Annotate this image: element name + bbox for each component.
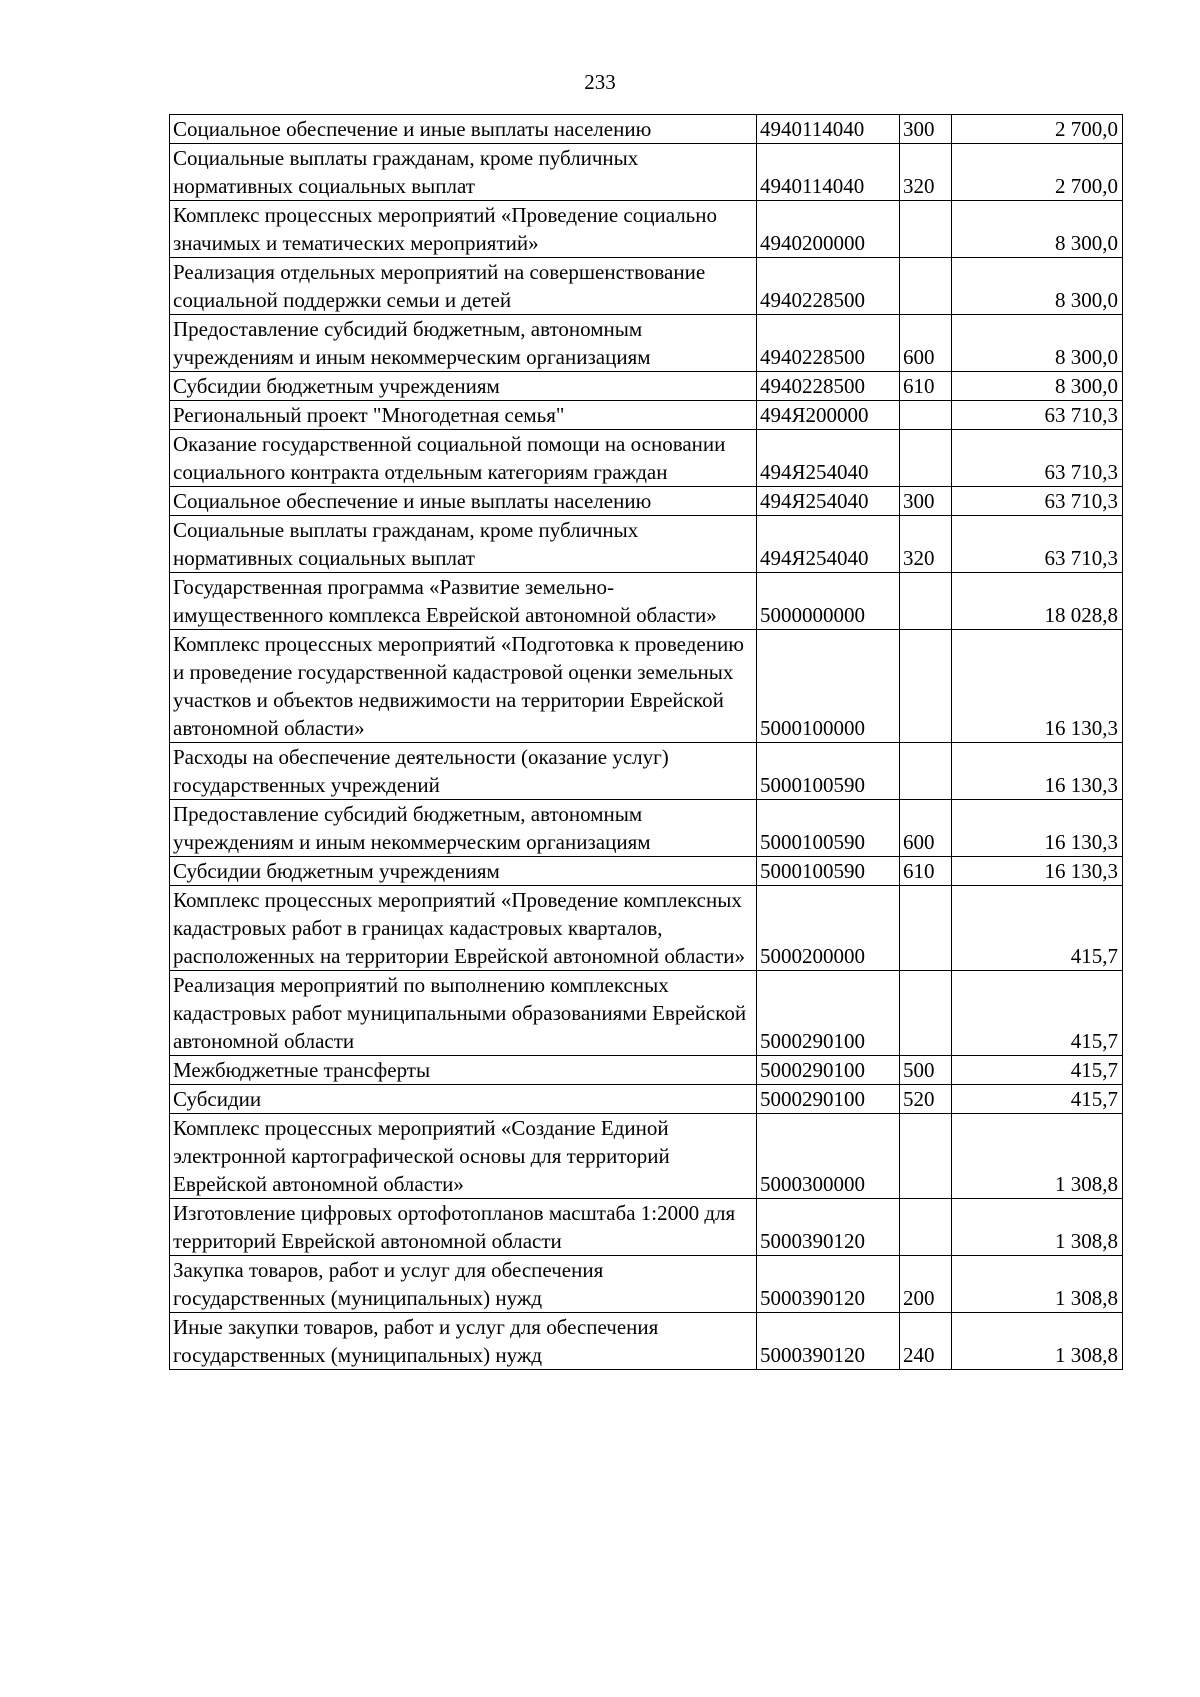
table-row <box>170 857 1123 886</box>
row-amount-cell: 1 308,8 <box>952 1313 1123 1370</box>
row-expense-type-cell: 600 <box>900 800 952 857</box>
row-code-cell: 5000100000 <box>757 630 900 743</box>
row-amount-cell: 1 308,8 <box>952 1256 1123 1313</box>
table-row <box>170 573 1123 630</box>
row-amount-cell: 8 300,0 <box>952 258 1123 315</box>
row-expense-type-cell <box>900 1199 952 1256</box>
row-amount-cell: 8 300,0 <box>952 315 1123 372</box>
row-code-cell: 5000390120 <box>757 1256 900 1313</box>
row-name-cell: Комплекс процессных мероприятий «Подготовка к проведению и проведение государственной кадастровой оценки земельных участков и объектов недвижимости на территории Еврейской автономной области» <box>170 630 757 743</box>
row-code-cell: 494Я200000 <box>757 401 900 430</box>
row-code-cell: 494Я254040 <box>757 430 900 487</box>
row-expense-type-cell: 200 <box>900 1256 952 1313</box>
row-amount-cell: 63 710,3 <box>952 430 1123 487</box>
row-amount-cell: 16 130,3 <box>952 743 1123 800</box>
row-expense-type-cell: 500 <box>900 1056 952 1085</box>
table-row <box>170 401 1123 430</box>
row-code-cell: 5000100590 <box>757 743 900 800</box>
row-expense-type-cell: 610 <box>900 372 952 401</box>
row-name-cell: Иные закупки товаров, работ и услуг для обеспечения государственных (муниципальных) нужд <box>170 1313 757 1370</box>
table-row <box>170 800 1123 857</box>
row-amount-cell: 1 308,8 <box>952 1199 1123 1256</box>
table-row <box>170 971 1123 1056</box>
table-row <box>170 315 1123 372</box>
table-row <box>170 1056 1123 1085</box>
row-expense-type-cell: 520 <box>900 1085 952 1114</box>
row-code-cell: 5000290100 <box>757 971 900 1056</box>
budget-table-body <box>170 115 1123 1370</box>
row-name-cell: Государственная программа «Развитие земельно-имущественного комплекса Еврейской автономной области» <box>170 573 757 630</box>
row-code-cell: 4940228500 <box>757 315 900 372</box>
budget-table <box>169 114 1123 1370</box>
row-name-cell: Социальное обеспечение и иные выплаты населению <box>170 115 757 144</box>
row-name-cell: Предоставление субсидий бюджетным, автономным учреждениям и иным некоммерческим организациям <box>170 315 757 372</box>
row-expense-type-cell <box>900 258 952 315</box>
row-amount-cell: 16 130,3 <box>952 857 1123 886</box>
row-expense-type-cell: 320 <box>900 144 952 201</box>
row-name-cell: Межбюджетные трансферты <box>170 1056 757 1085</box>
row-name-cell: Закупка товаров, работ и услуг для обеспечения государственных (муниципальных) нужд <box>170 1256 757 1313</box>
table-row <box>170 430 1123 487</box>
row-code-cell: 494Я254040 <box>757 516 900 573</box>
row-expense-type-cell <box>900 430 952 487</box>
page-number: 233 <box>584 70 616 94</box>
row-name-cell: Комплекс процессных мероприятий «Создание Единой электронной картографической основы для территорий Еврейской автономной области» <box>170 1114 757 1199</box>
row-code-cell: 5000390120 <box>757 1199 900 1256</box>
row-name-cell: Реализация мероприятий по выполнению комплексных кадастровых работ муниципальными образованиями Еврейской автономной области <box>170 971 757 1056</box>
row-name-cell: Комплекс процессных мероприятий «Проведение социально значимых и тематических мероприятий» <box>170 201 757 258</box>
row-expense-type-cell <box>900 401 952 430</box>
table-row <box>170 1114 1123 1199</box>
table-row <box>170 1313 1123 1370</box>
row-amount-cell: 63 710,3 <box>952 401 1123 430</box>
table-row <box>170 201 1123 258</box>
row-name-cell: Субсидии <box>170 1085 757 1114</box>
row-code-cell: 5000000000 <box>757 573 900 630</box>
table-row <box>170 743 1123 800</box>
table-row <box>170 630 1123 743</box>
row-name-cell: Социальное обеспечение и иные выплаты населению <box>170 487 757 516</box>
row-amount-cell: 63 710,3 <box>952 516 1123 573</box>
row-amount-cell: 415,7 <box>952 971 1123 1056</box>
row-amount-cell: 16 130,3 <box>952 630 1123 743</box>
table-row <box>170 1085 1123 1114</box>
row-code-cell: 4940228500 <box>757 372 900 401</box>
row-name-cell: Социальные выплаты гражданам, кроме публичных нормативных социальных выплат <box>170 144 757 201</box>
row-name-cell: Предоставление субсидий бюджетным, автономным учреждениям и иным некоммерческим организациям <box>170 800 757 857</box>
table-row <box>170 144 1123 201</box>
row-name-cell: Социальные выплаты гражданам, кроме публичных нормативных социальных выплат <box>170 516 757 573</box>
row-expense-type-cell <box>900 573 952 630</box>
row-amount-cell: 2 700,0 <box>952 115 1123 144</box>
row-expense-type-cell: 600 <box>900 315 952 372</box>
row-code-cell: 5000100590 <box>757 857 900 886</box>
table-row <box>170 516 1123 573</box>
row-expense-type-cell <box>900 743 952 800</box>
row-amount-cell: 415,7 <box>952 1085 1123 1114</box>
row-amount-cell: 16 130,3 <box>952 800 1123 857</box>
row-code-cell: 4940114040 <box>757 144 900 201</box>
row-code-cell: 5000200000 <box>757 886 900 971</box>
row-expense-type-cell: 300 <box>900 487 952 516</box>
table-row <box>170 372 1123 401</box>
table-row <box>170 115 1123 144</box>
row-name-cell: Комплекс процессных мероприятий «Проведение комплексных кадастровых работ в границах кадастровых кварталов, расположенных на территории Еврейской автономной области» <box>170 886 757 971</box>
table-row <box>170 487 1123 516</box>
row-amount-cell: 8 300,0 <box>952 201 1123 258</box>
row-code-cell: 494Я254040 <box>757 487 900 516</box>
row-name-cell: Реализация отдельных мероприятий на совершенствование социальной поддержки семьи и детей <box>170 258 757 315</box>
row-expense-type-cell <box>900 1114 952 1199</box>
table-row <box>170 1199 1123 1256</box>
row-name-cell: Региональный проект "Многодетная семья" <box>170 401 757 430</box>
row-expense-type-cell: 300 <box>900 115 952 144</box>
row-expense-type-cell: 610 <box>900 857 952 886</box>
row-code-cell: 5000300000 <box>757 1114 900 1199</box>
row-code-cell: 5000290100 <box>757 1085 900 1114</box>
row-code-cell: 4940114040 <box>757 115 900 144</box>
row-code-cell: 5000290100 <box>757 1056 900 1085</box>
row-amount-cell: 1 308,8 <box>952 1114 1123 1199</box>
row-amount-cell: 18 028,8 <box>952 573 1123 630</box>
row-amount-cell: 8 300,0 <box>952 372 1123 401</box>
row-name-cell: Субсидии бюджетным учреждениям <box>170 857 757 886</box>
row-expense-type-cell <box>900 886 952 971</box>
row-expense-type-cell <box>900 201 952 258</box>
row-name-cell: Субсидии бюджетным учреждениям <box>170 372 757 401</box>
row-amount-cell: 63 710,3 <box>952 487 1123 516</box>
row-code-cell: 5000390120 <box>757 1313 900 1370</box>
table-row <box>170 1256 1123 1313</box>
row-expense-type-cell: 320 <box>900 516 952 573</box>
table-row <box>170 886 1123 971</box>
row-amount-cell: 2 700,0 <box>952 144 1123 201</box>
row-name-cell: Оказание государственной социальной помощи на основании социального контракта отдельным категориям граждан <box>170 430 757 487</box>
row-code-cell: 4940200000 <box>757 201 900 258</box>
row-expense-type-cell <box>900 630 952 743</box>
row-code-cell: 5000100590 <box>757 800 900 857</box>
row-code-cell: 4940228500 <box>757 258 900 315</box>
row-expense-type-cell: 240 <box>900 1313 952 1370</box>
table-row <box>170 258 1123 315</box>
row-name-cell: Изготовление цифровых ортофотопланов масштаба 1:2000 для территорий Еврейской автономной области <box>170 1199 757 1256</box>
row-amount-cell: 415,7 <box>952 1056 1123 1085</box>
row-name-cell: Расходы на обеспечение деятельности (оказание услуг) государственных учреждений <box>170 743 757 800</box>
row-expense-type-cell <box>900 971 952 1056</box>
row-amount-cell: 415,7 <box>952 886 1123 971</box>
